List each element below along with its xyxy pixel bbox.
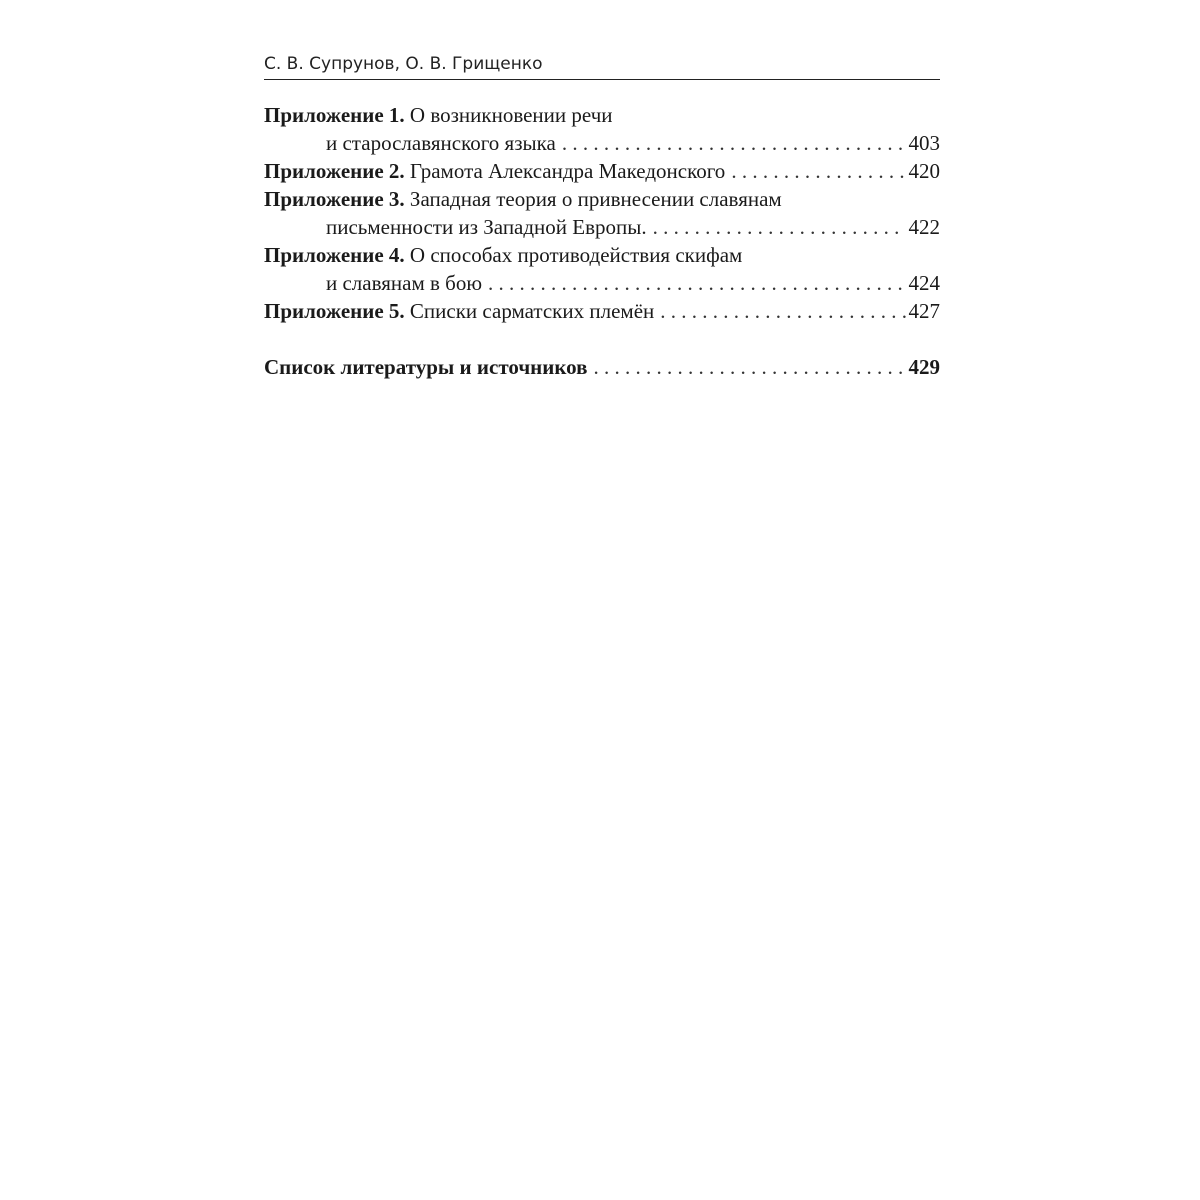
- toc-page-number: 420: [908, 159, 940, 183]
- toc-entry-title: Списки сарматских племён: [409, 299, 655, 323]
- table-of-contents: [264, 101, 940, 381]
- toc-entry-title-continued: и славянам в бою: [326, 271, 483, 295]
- toc-page-number: 427: [908, 299, 940, 323]
- toc-entry-appendix-3[interactable]: [264, 185, 940, 213]
- toc-entry-title: Грамота Александра Македонского: [409, 159, 726, 183]
- toc-entry-appendix-2[interactable]: [264, 157, 940, 185]
- toc-entry-continuation[interactable]: [264, 213, 940, 241]
- toc-entry-label: Приложение 5.: [264, 299, 405, 323]
- toc-page-number: 429: [908, 355, 940, 379]
- toc-entry-label: Приложение 4.: [264, 243, 405, 267]
- toc-entry-title-continued: и старославянского языка: [326, 131, 556, 155]
- toc-entry-appendix-4[interactable]: [264, 241, 940, 269]
- toc-entry-appendix-1[interactable]: [264, 101, 940, 129]
- toc-entry-title: Список литературы и источников: [264, 355, 588, 379]
- toc-entry-appendix-5[interactable]: [264, 297, 940, 325]
- toc-page-number: 403: [908, 131, 940, 155]
- toc-entry-title: О возникновении речи: [409, 103, 613, 127]
- toc-page-number: 422: [908, 215, 940, 239]
- toc-entry-continuation[interactable]: [264, 129, 940, 157]
- toc-entry-bibliography[interactable]: [264, 353, 940, 381]
- dot-leader: [731, 157, 905, 185]
- header-rule: [264, 79, 940, 80]
- spacer: [264, 325, 940, 353]
- toc-entry-continuation[interactable]: [264, 269, 940, 297]
- dot-leader: [660, 297, 905, 325]
- dot-leader: [562, 129, 906, 157]
- toc-entry-title: О способах противодействия скифам: [409, 243, 743, 267]
- toc-entry-label: Приложение 1.: [264, 103, 405, 127]
- toc-entry-title-continued: письменности из Западной Европы.: [326, 215, 647, 239]
- dot-leader: [594, 353, 906, 381]
- running-header: С. В. Супрунов, О. В. Грищенко: [264, 54, 543, 74]
- toc-entry-title: Западная теория о привнесении славянам: [409, 187, 782, 211]
- toc-page-number: 424: [908, 271, 940, 295]
- dot-leader: [488, 269, 905, 297]
- dot-leader: [653, 213, 906, 241]
- toc-entry-label: Приложение 2.: [264, 159, 405, 183]
- toc-entry-label: Приложение 3.: [264, 187, 405, 211]
